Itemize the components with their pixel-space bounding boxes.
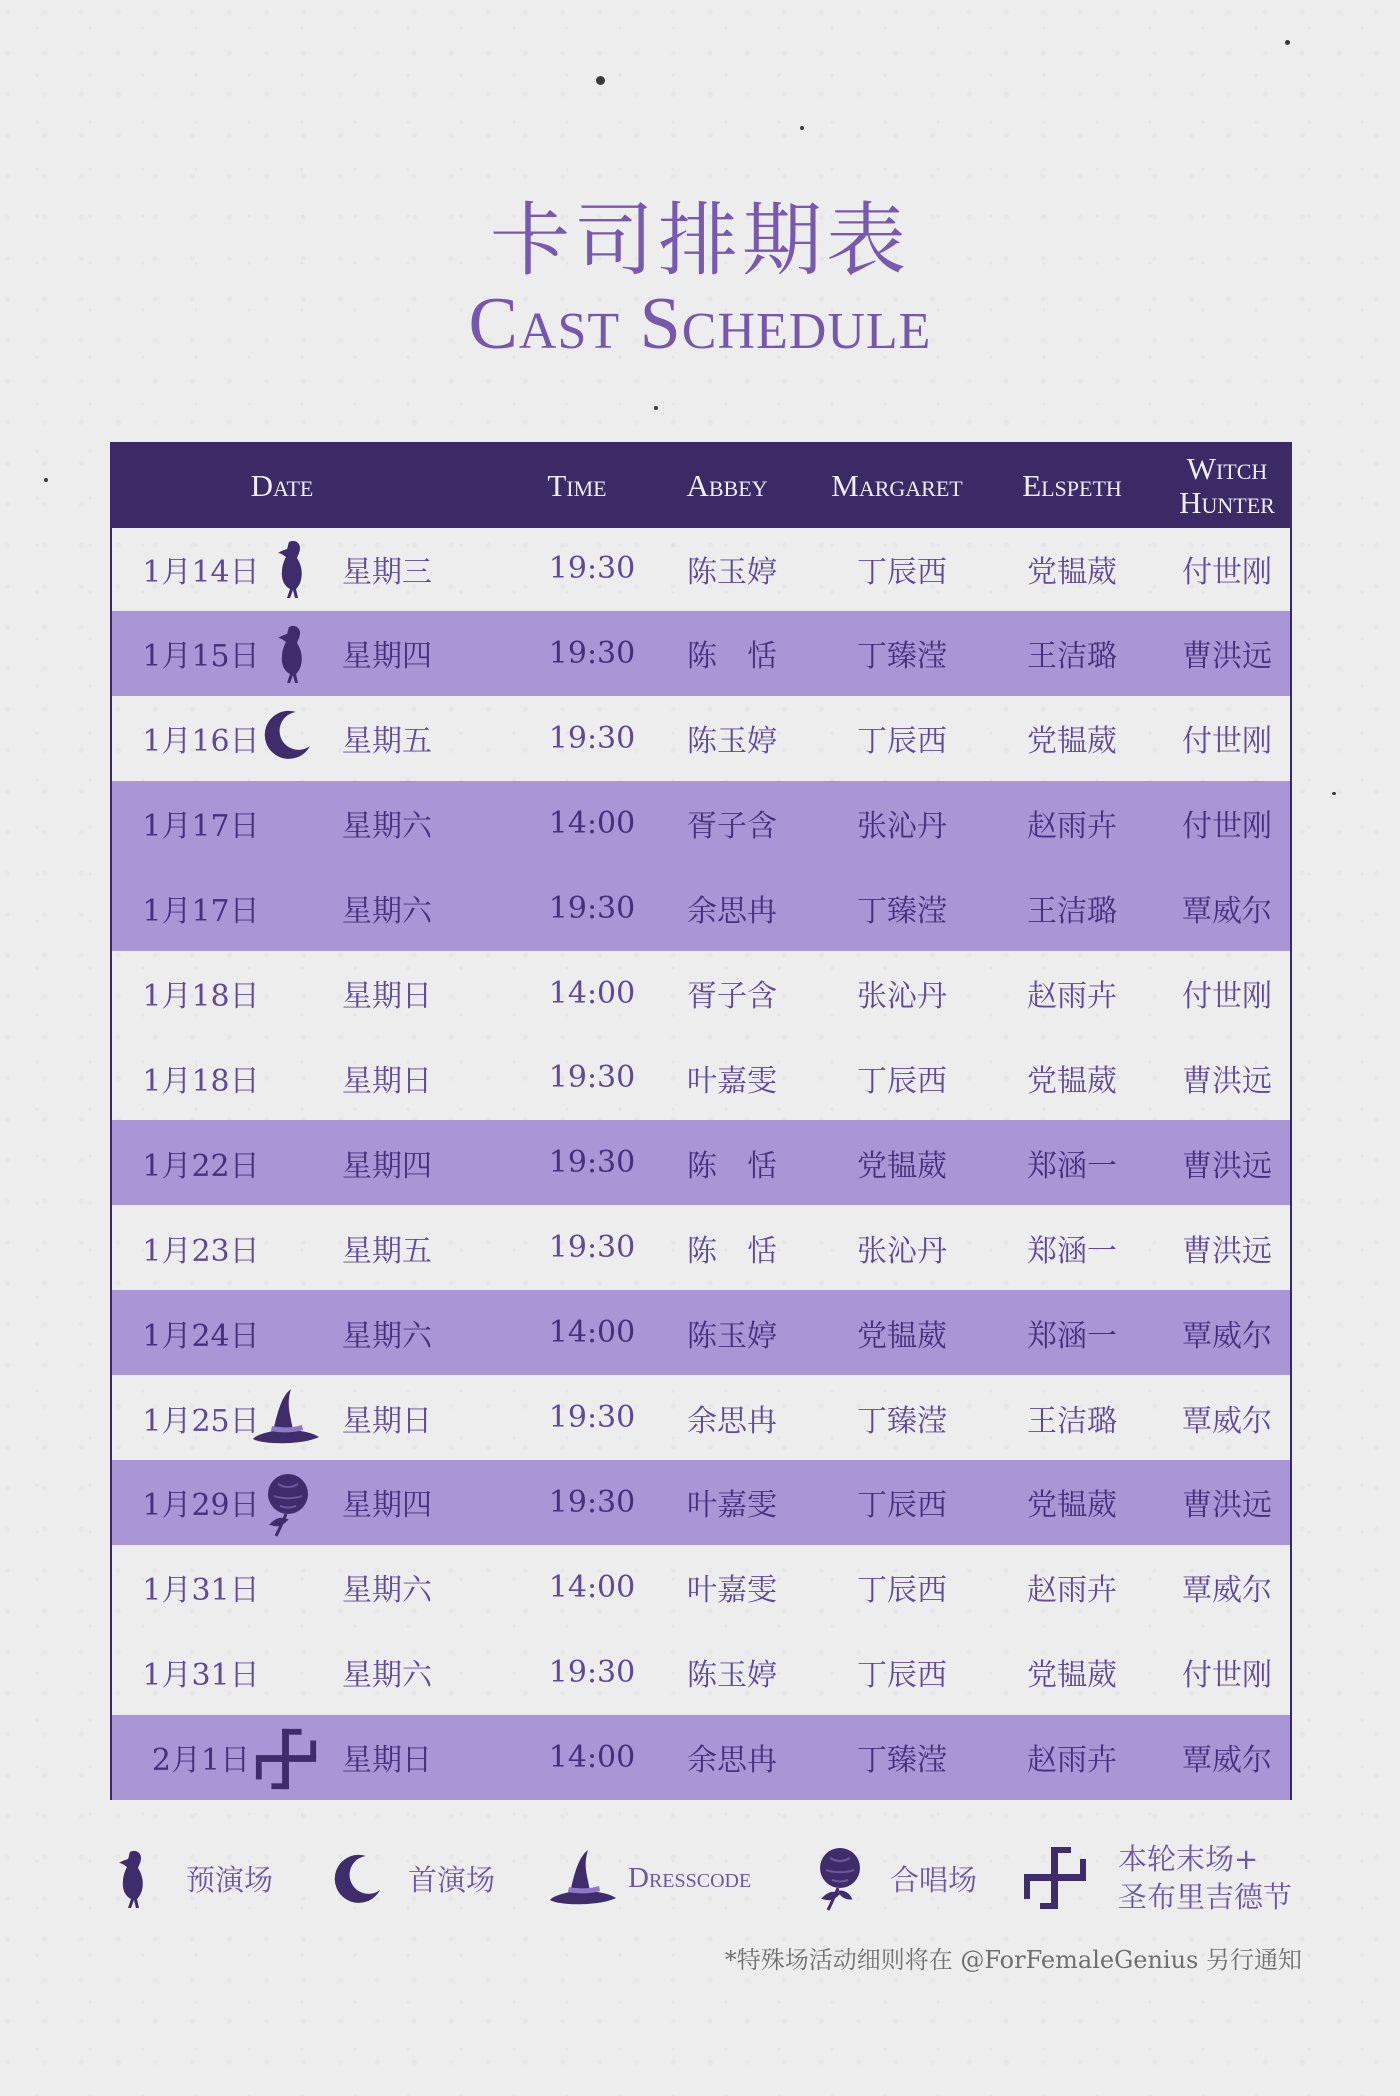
cell-time: 19:30 xyxy=(548,1400,636,1435)
cast-schedule-table xyxy=(110,442,1292,1800)
crow-icon xyxy=(108,1846,158,1910)
cell-time: 19:30 xyxy=(548,1060,636,1096)
cell-date: 1月17日 xyxy=(142,809,260,845)
cell-weekday: 星期日 xyxy=(342,979,432,1014)
table-row xyxy=(112,1630,1290,1715)
cell-margaret: 党韫葳 xyxy=(857,1318,947,1354)
cell-elspeth: 党韫葳 xyxy=(1027,1488,1117,1524)
cell-time: 19:30 xyxy=(548,551,636,586)
cell-elspeth: 赵雨卉 xyxy=(1027,809,1117,845)
cell-date: 1月15日 xyxy=(142,639,260,675)
cell-margaret: 张沁丹 xyxy=(857,809,947,845)
cell-time: 19:30 xyxy=(548,1654,636,1690)
cell-abbey: 陈玉婷 xyxy=(687,724,777,760)
cell-elspeth: 郑涵一 xyxy=(1027,1318,1117,1354)
table-row xyxy=(112,1120,1290,1205)
cell-time: 19:30 xyxy=(548,890,636,926)
cell-date: 1月22日 xyxy=(142,1148,260,1184)
cell-elspeth: 党韫葳 xyxy=(1027,1658,1117,1694)
cell-witch-hunter: 曹洪远 xyxy=(1182,1063,1272,1099)
table-row xyxy=(112,781,1290,866)
cell-elspeth: 王洁璐 xyxy=(1027,1403,1117,1439)
cell-abbey: 叶嘉雯 xyxy=(687,1063,777,1099)
paper-speck xyxy=(1332,792,1336,795)
cell-margaret: 张沁丹 xyxy=(857,979,947,1014)
cell-weekday: 星期六 xyxy=(342,894,432,930)
column-header-abbey: Abbey xyxy=(686,468,768,503)
table-header xyxy=(112,444,1290,528)
legend-label-final-line1: 本轮末场+ xyxy=(1118,1842,1259,1876)
legend-item-premiere xyxy=(330,1838,495,1918)
cell-witch-hunter: 曹洪远 xyxy=(1182,1148,1272,1184)
cell-time: 14:00 xyxy=(548,805,636,841)
cell-weekday: 星期日 xyxy=(342,1403,432,1439)
table-row xyxy=(112,611,1290,696)
page-title-chinese: 卡司排期表 xyxy=(490,194,910,287)
cell-margaret: 丁辰西 xyxy=(857,1658,947,1694)
cell-witch-hunter: 曹洪远 xyxy=(1182,1488,1272,1524)
paper-speck xyxy=(654,406,658,410)
cell-time: 14:00 xyxy=(548,1739,636,1775)
paper-speck xyxy=(44,478,48,482)
cell-abbey: 叶嘉雯 xyxy=(687,1488,777,1524)
cell-date: 1月29日 xyxy=(142,1488,260,1524)
table-row xyxy=(112,1290,1290,1375)
table-row xyxy=(112,866,1290,951)
table-row xyxy=(112,1375,1290,1460)
cell-date: 1月31日 xyxy=(142,1573,260,1609)
cell-weekday: 星期日 xyxy=(342,1743,432,1779)
table-row xyxy=(112,526,1290,611)
cell-abbey: 余思冉 xyxy=(687,1403,777,1439)
cell-weekday: 星期四 xyxy=(342,639,432,675)
table-row xyxy=(112,1545,1290,1630)
cell-elspeth: 党韫葳 xyxy=(1027,724,1117,760)
cell-abbey: 陈玉婷 xyxy=(687,1658,777,1694)
cell-weekday: 星期六 xyxy=(342,1573,432,1609)
cell-date: 1月24日 xyxy=(142,1318,260,1354)
cell-date: 1月25日 xyxy=(142,1403,260,1439)
cell-elspeth: 党韫葳 xyxy=(1027,554,1117,590)
paper-speck xyxy=(800,126,804,130)
cell-weekday: 星期五 xyxy=(342,724,432,760)
cell-time: 19:30 xyxy=(548,1484,636,1520)
cell-abbey: 陈 恬 xyxy=(687,1233,777,1269)
column-header-elspeth: Elspeth xyxy=(1022,468,1122,503)
legend-item-final-brigid xyxy=(1020,1838,1292,1918)
witch-hat-icon xyxy=(548,1846,618,1910)
cell-elspeth: 赵雨卉 xyxy=(1027,979,1117,1014)
legend-label-final-line2: 圣布里吉德节 xyxy=(1118,1880,1293,1914)
cell-date: 1月16日 xyxy=(142,724,260,760)
cell-weekday: 星期四 xyxy=(342,1488,432,1524)
cell-date: 1月31日 xyxy=(142,1658,260,1694)
cell-witch-hunter: 覃威尔 xyxy=(1182,1573,1272,1609)
cell-weekday: 星期六 xyxy=(342,809,432,845)
table-row xyxy=(112,1035,1290,1120)
cell-margaret: 张沁丹 xyxy=(857,1233,947,1269)
cell-abbey: 胥子含 xyxy=(687,979,777,1014)
cell-weekday: 星期五 xyxy=(342,1233,432,1269)
cell-date: 1月18日 xyxy=(142,1063,260,1099)
cell-witch-hunter: 覃威尔 xyxy=(1182,1318,1272,1354)
cell-elspeth: 王洁璐 xyxy=(1027,639,1117,675)
cell-date: 1月14日 xyxy=(142,554,260,590)
cell-witch-hunter: 覃威尔 xyxy=(1182,1403,1272,1439)
legend-label-dresscode: Dresscode xyxy=(628,1861,752,1894)
cell-abbey: 陈 恬 xyxy=(687,1148,777,1184)
cell-margaret: 丁辰西 xyxy=(857,724,947,760)
cell-time: 14:00 xyxy=(548,1315,636,1351)
brigid-cross-icon xyxy=(1020,1843,1090,1913)
cell-date: 2月1日 xyxy=(151,1743,251,1779)
cell-date: 1月23日 xyxy=(142,1233,260,1269)
cell-elspeth: 党韫葳 xyxy=(1027,1063,1117,1099)
cell-abbey: 陈玉婷 xyxy=(687,554,777,590)
column-header-time: Time xyxy=(547,468,607,503)
footnote: *特殊场活动细则将在 @ForFemaleGenius 另行通知 xyxy=(724,1946,1302,1974)
cell-elspeth: 赵雨卉 xyxy=(1027,1573,1117,1609)
page-title-english: Cast Schedule xyxy=(468,283,932,365)
table-row xyxy=(112,1205,1290,1290)
cell-time: 19:30 xyxy=(548,635,636,671)
cell-witch-hunter: 曹洪远 xyxy=(1182,1233,1272,1269)
cell-time: 19:30 xyxy=(548,720,636,756)
cell-elspeth: 郑涵一 xyxy=(1027,1233,1117,1269)
cell-time: 19:30 xyxy=(548,1145,636,1181)
cell-margaret: 丁臻滢 xyxy=(857,639,947,675)
cell-time: 19:30 xyxy=(548,1230,636,1266)
cell-time: 14:00 xyxy=(548,975,636,1011)
cell-time: 14:00 xyxy=(548,1569,636,1605)
cell-weekday: 星期六 xyxy=(342,1318,432,1354)
cell-date: 1月17日 xyxy=(142,894,260,930)
cell-weekday: 星期四 xyxy=(342,1148,432,1184)
paper-speck xyxy=(1285,40,1290,45)
cell-elspeth: 郑涵一 xyxy=(1027,1148,1117,1184)
crow-icon xyxy=(260,621,324,685)
legend-item-dresscode xyxy=(548,1838,751,1918)
cell-date: 1月18日 xyxy=(142,979,260,1014)
cell-witch-hunter: 付世刚 xyxy=(1182,554,1272,590)
legend-label-premiere: 首演场 xyxy=(408,1862,496,1897)
cell-abbey: 胥子含 xyxy=(687,809,777,845)
cell-margaret: 丁辰西 xyxy=(857,554,947,590)
cell-weekday: 星期六 xyxy=(342,1658,432,1694)
cell-margaret: 丁臻滢 xyxy=(857,1403,947,1439)
cell-margaret: 丁辰西 xyxy=(857,1573,947,1609)
cell-witch-hunter: 覃威尔 xyxy=(1182,1743,1272,1779)
legend-label-chorus: 合唱场 xyxy=(890,1862,978,1897)
cell-margaret: 丁臻滢 xyxy=(857,894,947,930)
peony-icon xyxy=(812,1844,868,1912)
column-header-date: Date xyxy=(250,468,314,503)
legend-item-preview xyxy=(108,1838,273,1918)
witch-hat-icon xyxy=(250,1385,314,1449)
cell-elspeth: 赵雨卉 xyxy=(1027,1743,1117,1779)
brigid-cross-icon xyxy=(252,1725,316,1789)
legend-item-chorus xyxy=(812,1838,977,1918)
cell-witch-hunter: 曹洪远 xyxy=(1182,639,1272,675)
crow-icon xyxy=(260,536,324,600)
cell-abbey: 余思冉 xyxy=(687,1743,777,1779)
cell-witch-hunter: 付世刚 xyxy=(1182,809,1272,845)
table-row xyxy=(112,696,1290,781)
cell-witch-hunter: 付世刚 xyxy=(1182,979,1272,1014)
cell-elspeth: 王洁璐 xyxy=(1027,894,1117,930)
cell-abbey: 余思冉 xyxy=(687,894,777,930)
column-header-witch-hunter: Witch Hunter xyxy=(1179,451,1275,520)
cell-abbey: 叶嘉雯 xyxy=(687,1573,777,1609)
cell-abbey: 陈玉婷 xyxy=(687,1318,777,1354)
cell-witch-hunter: 覃威尔 xyxy=(1182,894,1272,930)
cell-weekday: 星期三 xyxy=(342,554,432,590)
table-row xyxy=(112,1715,1290,1800)
crescent-moon-icon xyxy=(260,706,324,770)
table-row xyxy=(112,951,1290,1036)
table-row xyxy=(112,1460,1290,1545)
cell-margaret: 丁辰西 xyxy=(857,1063,947,1099)
cell-abbey: 陈 恬 xyxy=(687,639,777,675)
peony-icon xyxy=(260,1470,324,1534)
cell-margaret: 丁臻滢 xyxy=(857,1743,947,1779)
cell-weekday: 星期日 xyxy=(342,1063,432,1099)
crescent-moon-icon xyxy=(330,1850,386,1906)
column-header-margaret: Margaret xyxy=(831,468,963,503)
cell-witch-hunter: 付世刚 xyxy=(1182,724,1272,760)
legend-label-preview: 预演场 xyxy=(186,1862,274,1897)
paper-speck xyxy=(596,76,605,85)
cell-witch-hunter: 付世刚 xyxy=(1182,1658,1272,1694)
cell-margaret: 丁辰西 xyxy=(857,1488,947,1524)
cell-margaret: 党韫葳 xyxy=(857,1148,947,1184)
